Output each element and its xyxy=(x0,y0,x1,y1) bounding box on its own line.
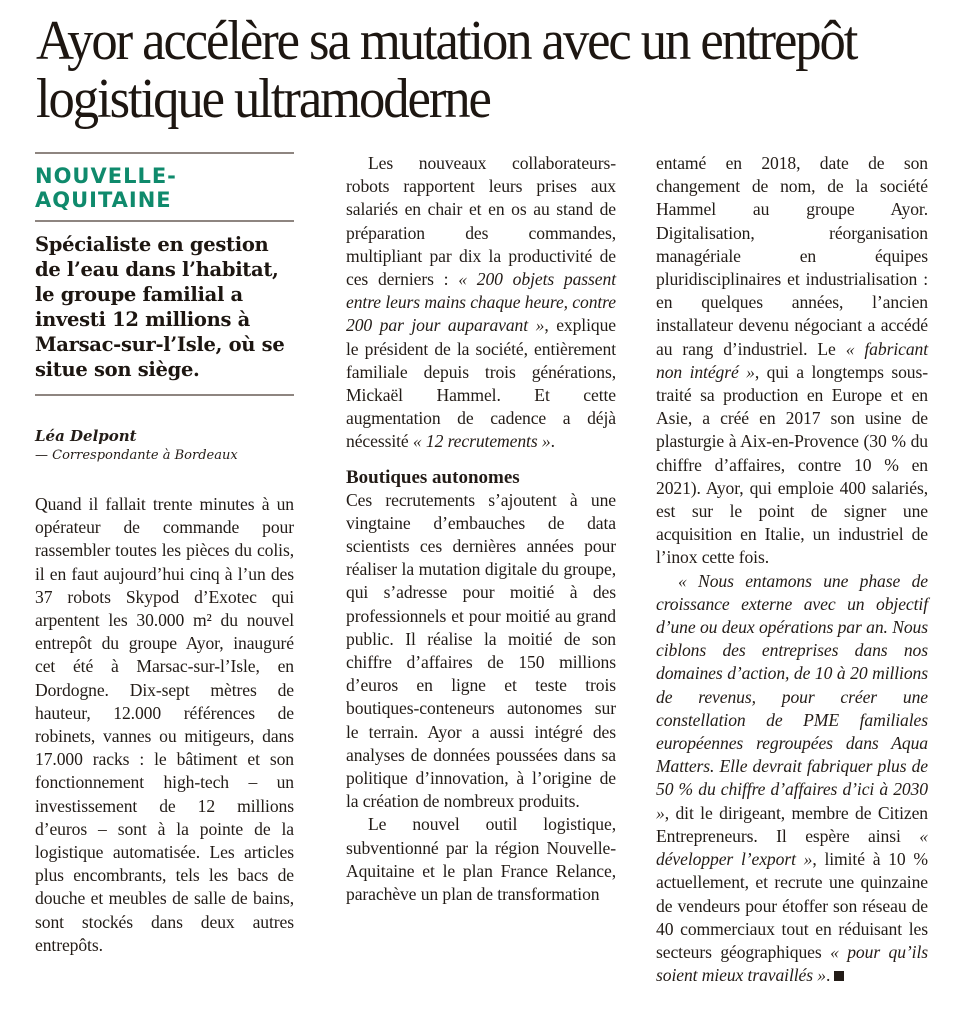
subhead: Boutiques autonomes xyxy=(346,466,520,488)
quote-recruitments: « 12 recrutements » xyxy=(412,431,551,452)
column-3 xyxy=(656,152,928,987)
quote-productivity: « 200 objets passent entre leurs mains chaque heure, contre 200 par jour auparavant » xyxy=(346,269,616,336)
column-1 xyxy=(35,152,294,957)
lede-rule xyxy=(35,394,294,396)
paragraph-1: Quand il fallait trente minutes à un opérateur de commande pour rassembler toutes les pièces du colis, il en faut aujourd’hui cinq à l’un des 37 robots Skypod d’Exotec qui arpentent les 30.000 m² du nouvel entrepôt du groupe Ayor, inauguré cet été à Marsac-sur-l’Isle, en Dordogne. Dix-sept mètres de hauteur, 12.000 références de robinets, vannes ou mitigeurs, dans 17.000 racks : le bâtiment et son fonctionnement high-tech – un investissement de 12 millions d’euros – sont à la pointe de la logistique automatisée. Les articles plus encombrants, tels les bacs de douche et meubles de salle de bains, sont stockés dans deux autres entrepôts. xyxy=(35,494,294,955)
paragraph-2-text-b: , explique le président de la société, entièrement familiale depuis trois générations, Mickaël Hammel. Et cette augmentation de cadence a déjà nécessité xyxy=(346,315,616,452)
paragraph-5-text-c: . xyxy=(825,965,831,986)
paragraph-4: Le nouvel outil logistique, subventionné par la région Nouvelle-Aquitaine et le plan France Relance, parachève un plan de transformation xyxy=(346,814,616,905)
paragraph-2 xyxy=(346,152,616,454)
section-tag: NOUVELLE-AQUITAINE xyxy=(35,164,177,212)
author-name: Léa Delpont xyxy=(35,427,137,445)
section-rule xyxy=(35,220,294,222)
quote-growth: « Nous entamons une phase de croissance externe avec un objectif d’une ou deux opérations par an. Nous ciblons des entreprises dans nos domaines d’action, de 10 à 20 millions de revenus, pour créer une constellation de PME familiales européennes regroupées dans Aqua Matters. Elle devrait fabriquer plus de 50 % du chiffre d’affaires d’ici à 2030 » xyxy=(656,570,928,823)
paragraph-2-text-a: Les nouveaux collaborateurs-robots rapportent leurs prises aux salariés en chair et en os au stand de préparation des commandes, multipliant par dix la productivité de ces derniers : xyxy=(346,153,616,290)
paragraph-2-text-c: . xyxy=(550,431,555,452)
paragraph-5 xyxy=(656,570,928,988)
author-role: — Correspondante à Bordeaux xyxy=(35,448,238,463)
column-2 xyxy=(346,152,616,906)
quote-sectors: « pour qu’ils soient mieux travaillés » xyxy=(656,941,928,986)
end-of-article-icon xyxy=(834,971,844,981)
top-rule xyxy=(35,152,294,154)
quote-export: « développer l’export » xyxy=(656,825,928,870)
paragraph-5-text-a: , dit le dirigeant, membre de Citizen Entrepreneurs. Il espère ainsi xyxy=(656,802,928,846)
paragraph-5-text-b: , limité à 10 % actuellement, et recrute une quinzaine de vendeurs pour étoffer son réseau de 40 commerciaux tout en réduisant les secteurs géographiques xyxy=(656,849,928,962)
lede: Spécialiste en gestion de l’eau dans l’habitat, le groupe familial a investi 12 millions à Marsac-sur-l’Isle, où se situe son siège. xyxy=(35,233,285,381)
paragraph-3: Ces recrutements s’ajoutent à une vingtaine d’embauches de data scientists ces dernières années pour réaliser la mutation digitale du groupe, qui s’adresse pour moitié à des professionnels et pour moitié au grand public. Il réalise la moitié de son chiffre d’affaires de 150 millions d’euros en ligne et teste trois boutiques-conteneurs autonomes sur le terrain. Ayor a aussi intégré des analyses de données poussées dans sa politique d’innovation, à l’origine de la création de nombreux produits. xyxy=(346,489,616,812)
headline: Ayor accélère sa mutation avec un entrepôt logistique ultramoderne xyxy=(36,10,857,130)
paragraph-4-continued: entamé en 2018, date de son changement de nom, de la société Hammel au groupe Ayor. Digitalisation, réorganisation managériale en équipes pluridisciplinaires et industrialisation : en quelques années, l’ancien installateur devenu négociant a accédé au rang d’industriel. Le « fabricant non intégré », qui a longtemps sous-traité sa production en Europe et en Asie, a créé en 2017 son usine de plasturgie à Aix-en-Provence (30 % du chiffre d’affaires, contre 10 % en 2021). Ayor, qui emploie 400 salariés, est sur le point de signer une acquisition en Italie, un industriel de l’inox cette fois. xyxy=(656,153,928,568)
